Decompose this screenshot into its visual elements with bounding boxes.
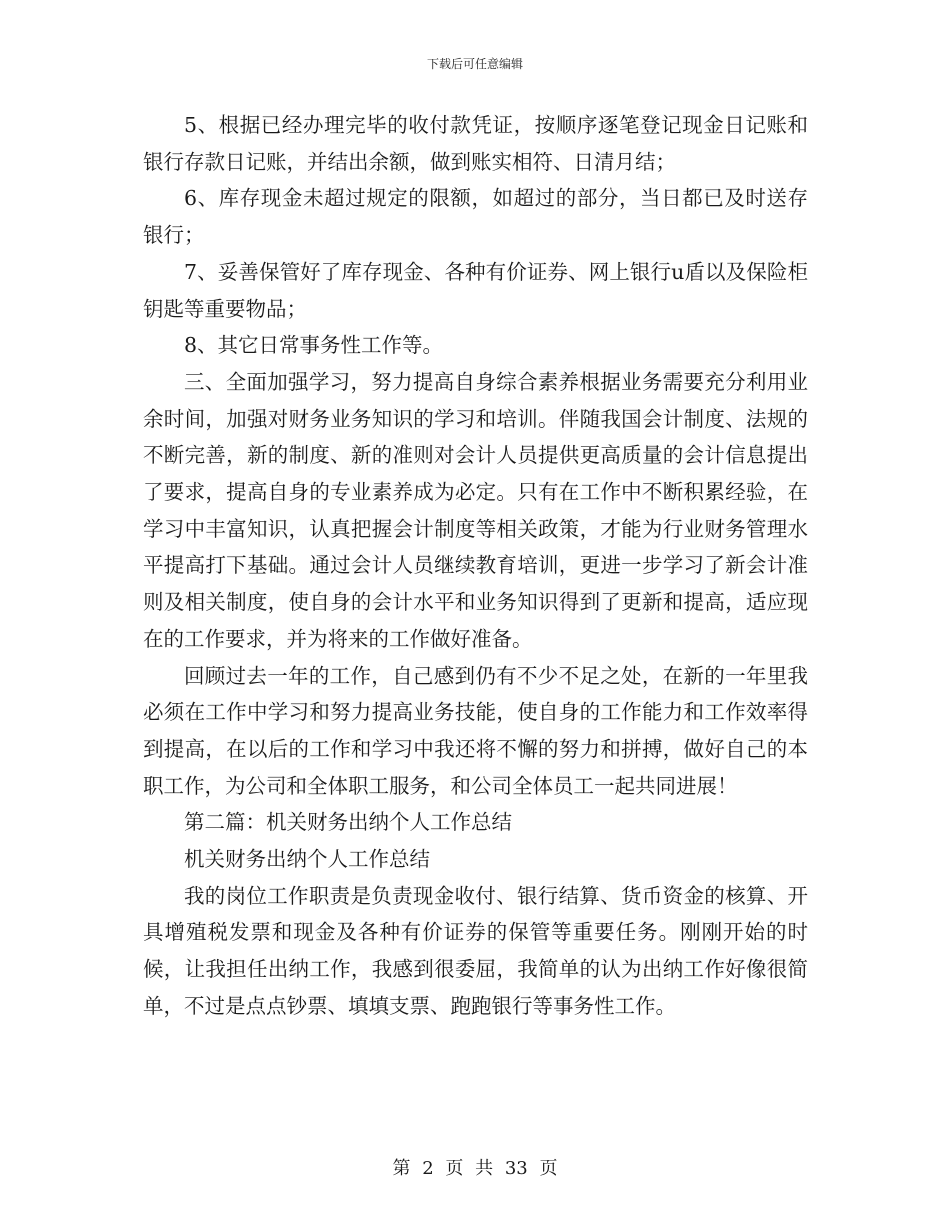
page-number: 第 2 页 共 33 页 — [392, 1158, 558, 1179]
paragraph: 6、库存现金未超过规定的限额，如超过的部分，当日都已及时送存银行； — [143, 186, 808, 248]
paragraph: 7、妥善保管好了库存现金、各种有价证券、网上银行u盾以及保险柜钥匙等重要物品； — [143, 259, 808, 321]
section-subtitle: 机关财务出纳个人工作总结 — [184, 847, 430, 872]
paragraph: 三、全面加强学习，努力提高自身综合素养根据业务需要充分利用业余时间，加强对财务业务知识的学习和培训。伴随我国会计制度、法规的不断完善，新的制度、新的准则对会计人员提供更高质量的会计信息提出了要求，提高自身的专业素养成为必定。只有在工作中不断积累经验，在学习中丰富知识，认真把握会计制度等相关政策，才能为行业财务管理水平提高打下基础。通过会计人员继续教育培训，更进一步学习了新会计准则及相关制度，使自身的会计水平和业务知识得到了更新和提高，适应现在的工作要求，并为将来的工作做好准备。 — [143, 369, 808, 651]
paragraph: 8、其它日常事务性工作等。 — [184, 333, 444, 358]
document-body — [143, 107, 808, 1025]
page-header-note: 下载后可任意编辑 — [426, 57, 523, 71]
paragraph: 5、根据已经办理完毕的收付款凭证，按顺序逐笔登记现金日记账和银行存款日记账，并结出余额，做到账实相符、日清月结； — [143, 113, 808, 174]
paragraph: 回顾过去一年的工作，自己感到仍有不少不足之处，在新的一年里我必须在工作中学习和努力提高业务技能，使自身的工作能力和工作效率得到提高，在以后的工作和学习中我还将不懈的努力和拼搏，做好自己的本职工作，为公司和全体职工服务，和公司全体员工一起共同进展！ — [143, 663, 808, 798]
section-heading: 第二篇：机关财务出纳个人工作总结 — [184, 810, 512, 835]
paragraph: 我的岗位工作职责是负责现金收付、银行结算、货币资金的核算、开具增殖税发票和现金及各种有价证券的保管等重要任务。刚刚开始的时候，让我担任出纳工作，我感到很委屈，我简单的认为出纳工作好像很简单，不过是点点钞票、填填支票、跑跑银行等事务性工作。 — [143, 883, 808, 1018]
